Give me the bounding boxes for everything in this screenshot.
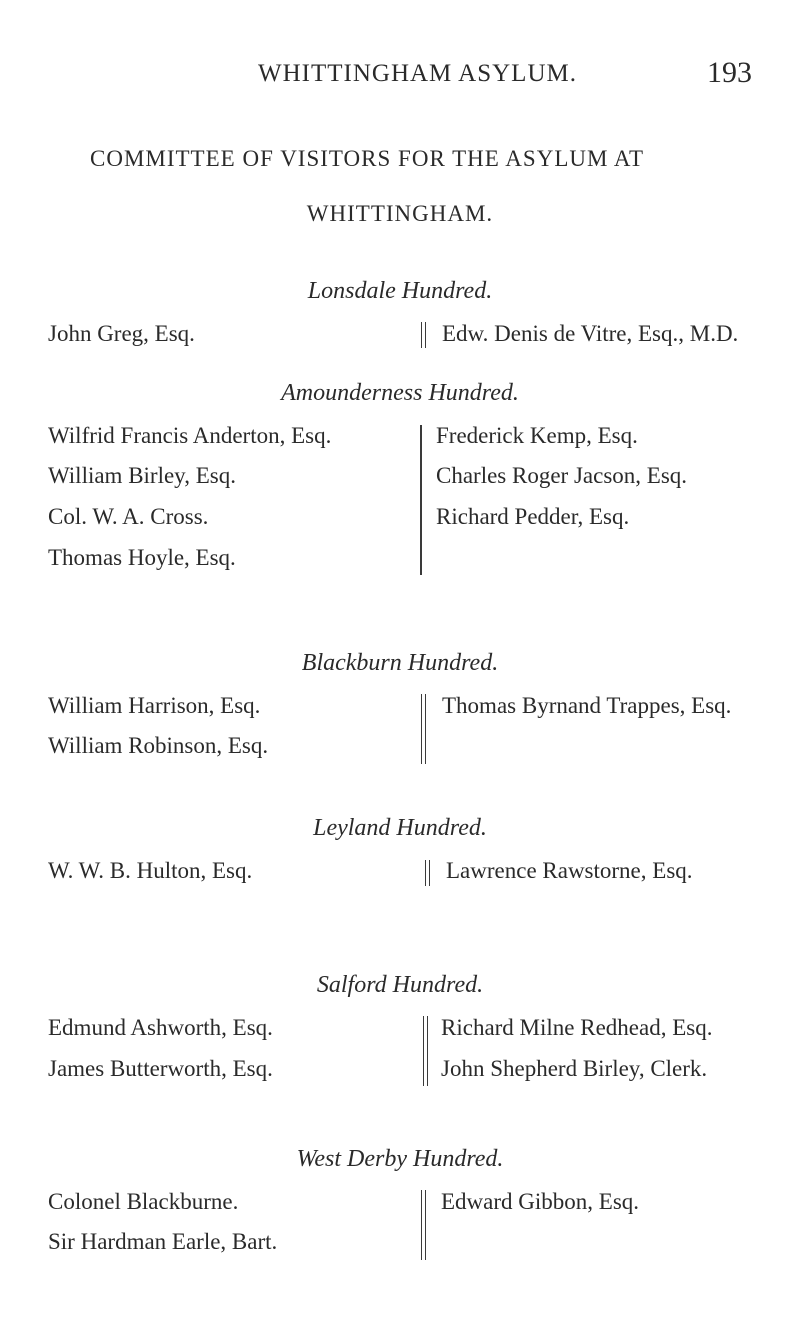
page-number: 193: [707, 56, 752, 89]
member-name: Col. W. A. Cross.: [48, 504, 209, 529]
page-title-line-2: WHITTINGHAM.: [306, 201, 494, 226]
member-name: James Butterworth, Esq.: [48, 1056, 273, 1081]
member-name: Thomas Byrnand Trappes, Esq.: [442, 693, 732, 718]
column-divider: [421, 1190, 426, 1260]
member-name: Wilfrid Francis Anderton, Esq.: [48, 423, 332, 448]
running-head: WHITTINGHAM ASYLUM.: [258, 60, 577, 87]
member-name: Thomas Hoyle, Esq.: [48, 545, 236, 570]
column-divider: [425, 860, 430, 886]
member-name: John Greg, Esq.: [48, 321, 195, 346]
section-heading-amounderness: Amounderness Hundred.: [281, 380, 519, 406]
section-heading-lonsdale: Lonsdale Hundred.: [307, 278, 493, 304]
column-divider: [420, 425, 422, 575]
page-title-line-1: COMMITTEE OF VISITORS FOR THE ASYLUM AT: [90, 146, 645, 171]
section-heading-blackburn: Blackburn Hundred.: [301, 650, 499, 676]
member-name: Charles Roger Jacson, Esq.: [436, 463, 688, 488]
member-name: William Birley, Esq.: [48, 463, 236, 488]
member-name: William Robinson, Esq.: [48, 733, 269, 758]
member-name: Frederick Kemp, Esq.: [436, 423, 638, 448]
member-name: Edmund Ashworth, Esq.: [48, 1015, 273, 1040]
member-name: Richard Milne Redhead, Esq.: [441, 1015, 713, 1040]
column-divider: [421, 694, 426, 764]
member-name: Colonel Blackburne.: [48, 1189, 239, 1214]
section-heading-west-derby: West Derby Hundred.: [296, 1146, 504, 1172]
member-name: Lawrence Rawstorne, Esq.: [446, 858, 693, 883]
member-name: William Harrison, Esq.: [48, 693, 261, 718]
column-divider: [423, 1016, 428, 1086]
member-name: Sir Hardman Earle, Bart.: [48, 1229, 278, 1254]
member-name: W. W. B. Hulton, Esq.: [48, 858, 253, 883]
section-heading-leyland: Leyland Hundred.: [313, 815, 487, 841]
member-name: John Shepherd Birley, Clerk.: [441, 1056, 708, 1081]
column-divider: [421, 322, 426, 348]
section-heading-salford: Salford Hundred.: [316, 972, 484, 998]
member-name: Edward Gibbon, Esq.: [441, 1189, 640, 1214]
member-name: Edw. Denis de Vitre, Esq., M.D.: [442, 321, 739, 346]
member-name: Richard Pedder, Esq.: [436, 504, 630, 529]
